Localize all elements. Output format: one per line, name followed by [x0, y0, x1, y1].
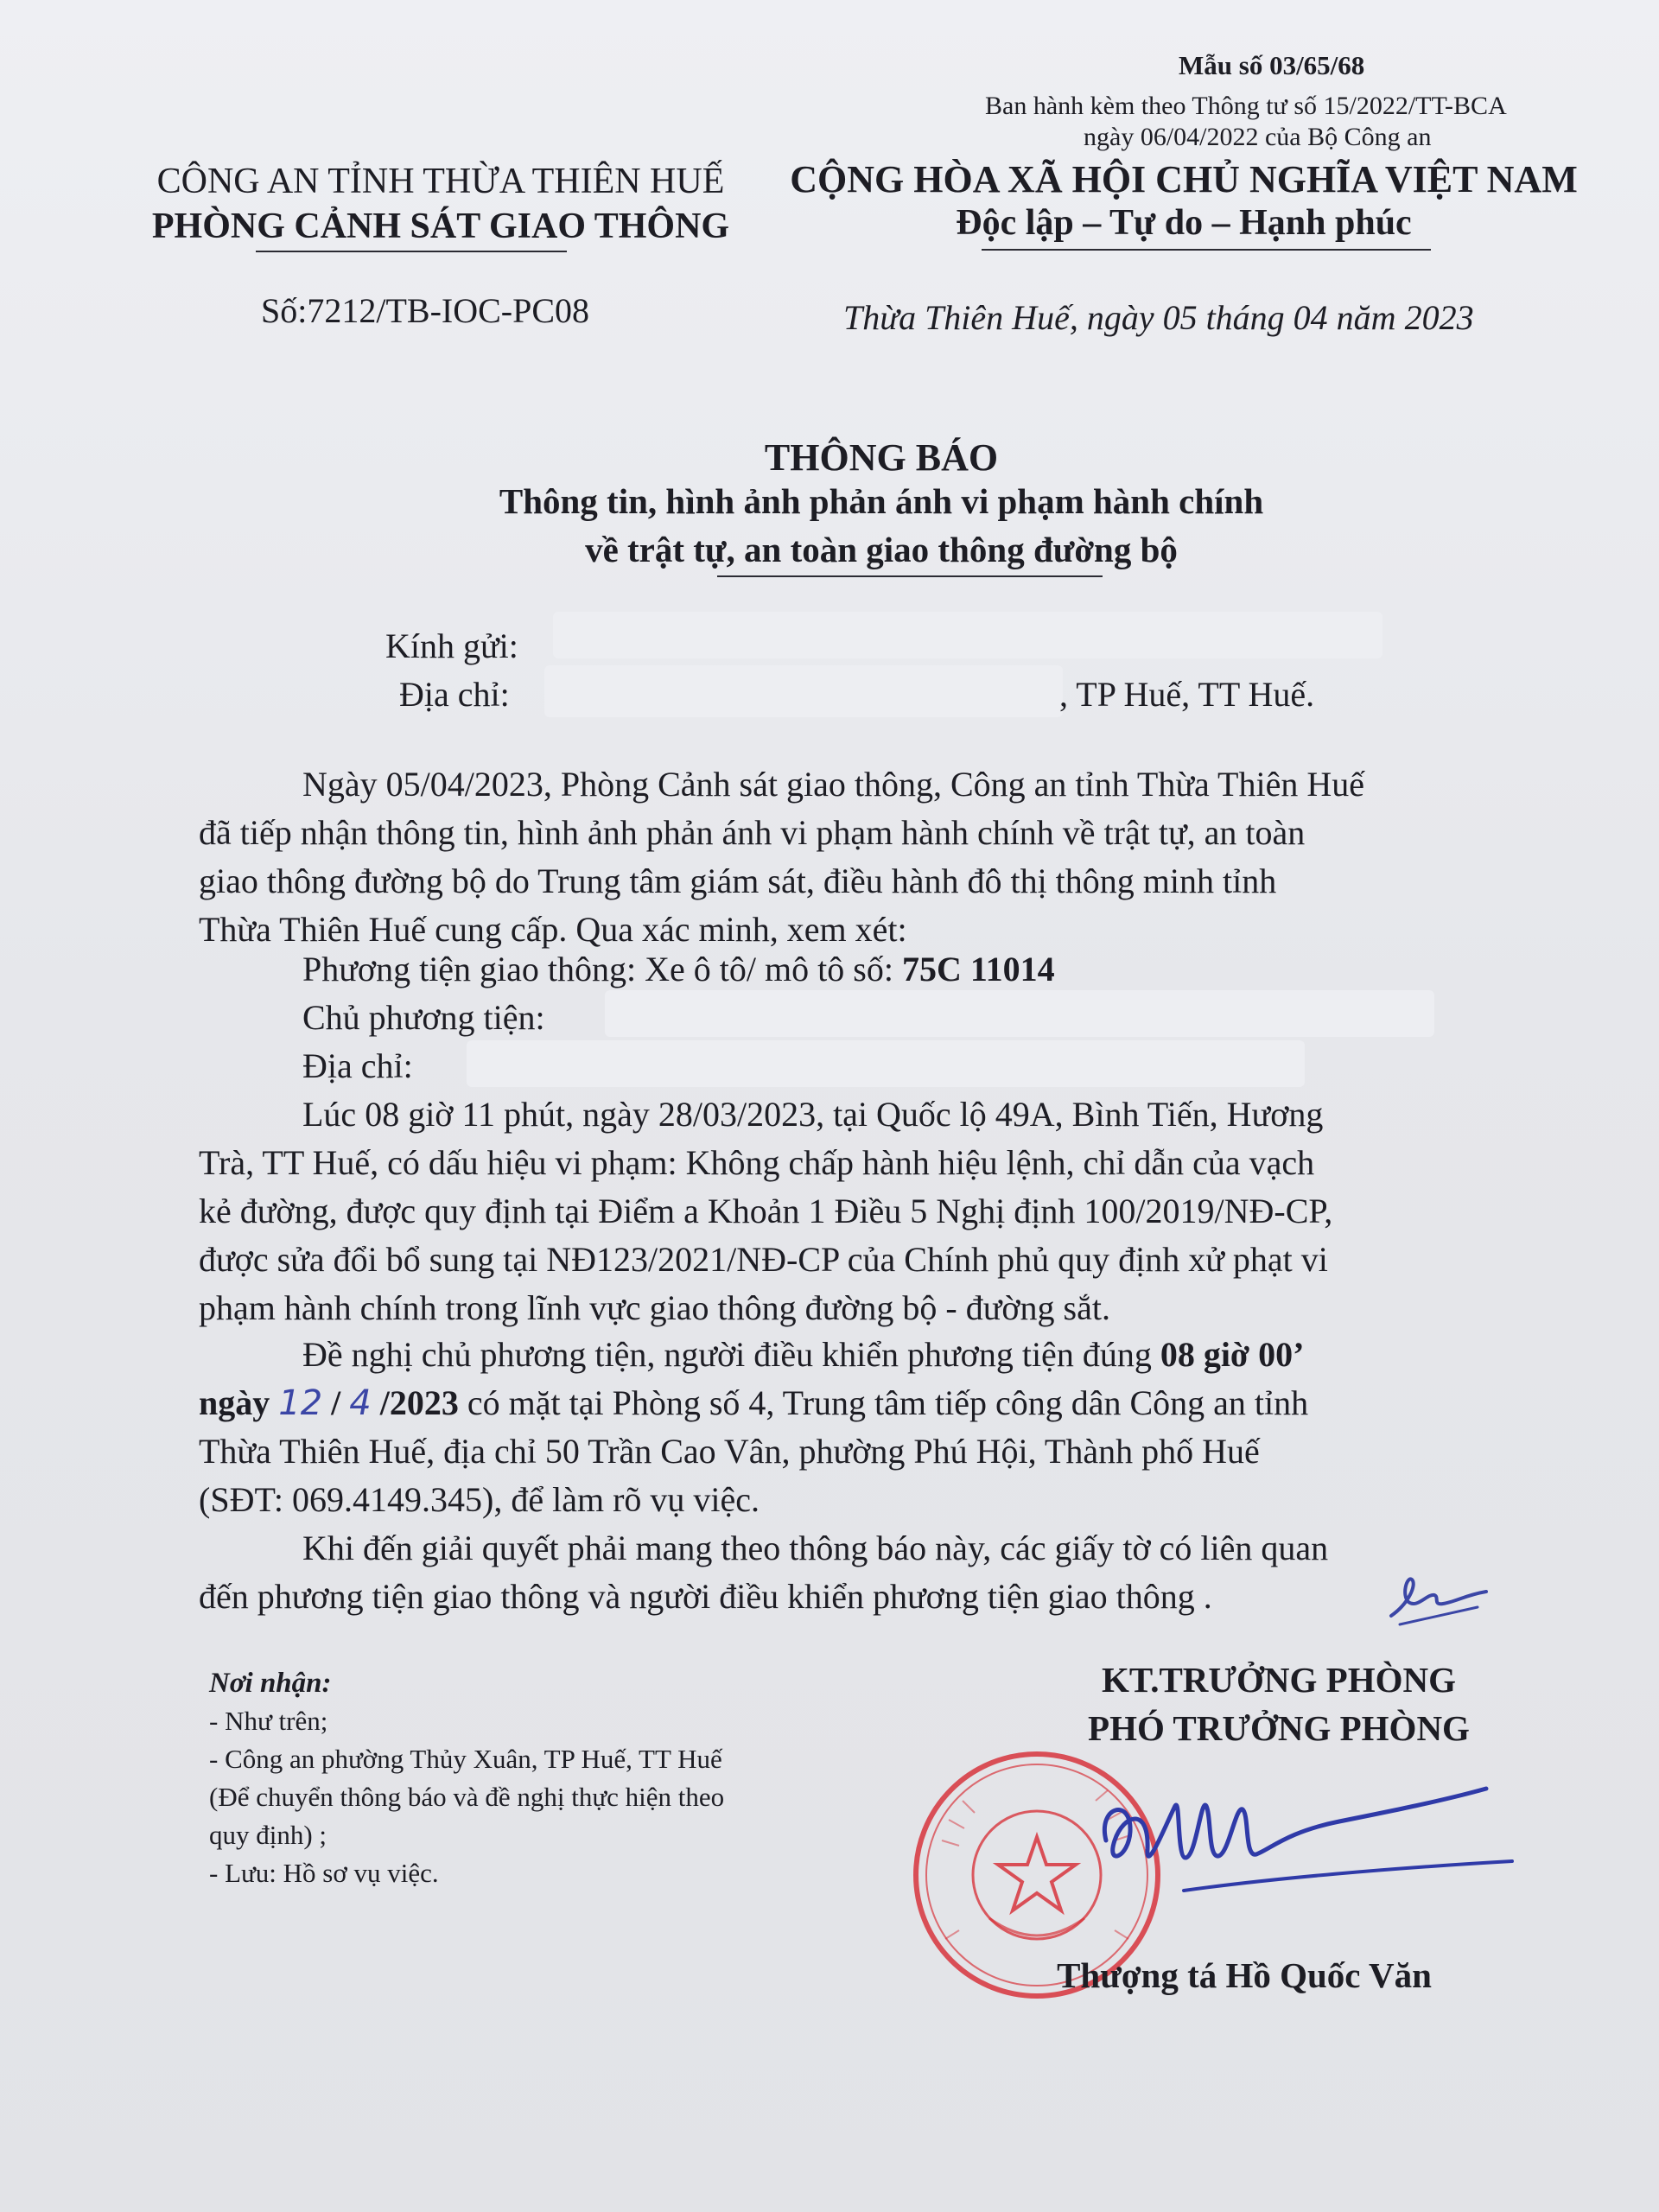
- document-subtitle-2: về trật tự, an toàn giao thông đường bộ: [585, 530, 1178, 569]
- agency-name: PHÒNG CẢNH SÁT GIAO THÔNG: [151, 207, 730, 246]
- owner-label: Chủ phương tiện:: [302, 998, 545, 1037]
- to-label: Kính gửi:: [385, 626, 518, 665]
- document-subtitle-1: Thông tin, hình ảnh phản ánh vi phạm hành chính: [499, 481, 1264, 521]
- recipients-item-3b: quy định) ;: [209, 1820, 327, 1850]
- recipients-item-3a: (Để chuyển thông báo và đề nghị thực hiện theo: [209, 1782, 725, 1812]
- redacted-address: [544, 665, 1063, 717]
- violation-line5: phạm hành chính trong lĩnh vực giao thông đường bộ - đường sắt.: [199, 1288, 1110, 1327]
- request-location: có mặt tại Phòng số 4, Trung tâm tiếp công dân Công an tỉnh: [467, 1383, 1309, 1422]
- redacted-recipient: [553, 612, 1382, 658]
- vehicle-label: Phương tiện giao thông: Xe ô tô/ mô tô số:: [302, 950, 893, 988]
- issued-with-line-1: Ban hành kèm theo Thông tư số 15/2022/TT-BCA: [985, 92, 1507, 120]
- violation-line3: kẻ đường, được quy định tại Điểm a Khoản 1 Điều 5 Nghị định 100/2019/NĐ-CP,: [199, 1192, 1333, 1230]
- nation-name: CỘNG HÒA XÃ HỘI CHỦ NGHĨA VIỆT NAM: [790, 158, 1578, 200]
- vehicle-plate: 75C 11014: [901, 950, 1055, 988]
- signature-title-2: PHÓ TRƯỞNG PHÒNG: [1088, 1708, 1470, 1748]
- signature-title-1: KT.TRƯỞNG PHÒNG: [1102, 1660, 1456, 1700]
- address-tail: , TP Huế, TT Huế.: [1059, 675, 1315, 714]
- document-number: Số:7212/TB-IOC-PC08: [261, 291, 590, 330]
- para1-line1: Ngày 05/04/2023, Phòng Cảnh sát giao thông, Công an tỉnh Thừa Thiên Huế: [302, 765, 1364, 804]
- request-line4: (SĐT: 069.4149.345), để làm rõ vụ việc.: [199, 1480, 760, 1519]
- violation-line4: được sửa đổi bổ sung tại NĐ123/2021/NĐ-CP của Chính phủ quy định xử phạt vi: [199, 1240, 1328, 1279]
- agency-underline: [256, 251, 567, 252]
- request-line1: [302, 1331, 1304, 1379]
- request-year: /2023: [379, 1383, 459, 1422]
- owner-address-label: Địa chỉ:: [302, 1046, 413, 1085]
- recipients-heading: Nơi nhận:: [209, 1668, 332, 1699]
- motto-underline: [982, 249, 1431, 251]
- nation-motto: Độc lập – Tự do – Hạnh phúc: [956, 203, 1412, 243]
- para1-line4: Thừa Thiên Huế cung cấp. Qua xác minh, xem xét:: [199, 910, 907, 949]
- violation-line1: Lúc 08 giờ 11 phút, ngày 28/03/2023, tại Quốc lộ 49A, Bình Tiến, Hương: [302, 1095, 1324, 1134]
- handwritten-day: 12: [278, 1383, 323, 1423]
- issued-with-line-2: ngày 06/04/2022 của Bộ Công an: [1084, 123, 1432, 151]
- request-time: 08 giờ 00’: [1160, 1335, 1305, 1374]
- request-day-label: ngày: [199, 1383, 270, 1422]
- para1-line2: đã tiếp nhận thông tin, hình ảnh phản ánh vi phạm hành chính về trật tự, an toàn: [199, 813, 1306, 852]
- place-date: Thừa Thiên Huế, ngày 05 tháng 04 năm 2023: [843, 298, 1474, 337]
- signer-name: Thượng tá Hồ Quốc Văn: [1057, 1955, 1432, 1995]
- vehicle-line: [302, 945, 1055, 994]
- signature-icon: [1080, 1771, 1529, 1910]
- recipients-list: [209, 1664, 866, 1892]
- redacted-owner: [605, 990, 1434, 1037]
- handwritten-month: 4: [349, 1383, 372, 1423]
- date-separator: /: [331, 1383, 341, 1422]
- request-line2: [199, 1379, 1308, 1427]
- recipients-item-2: - Công an phường Thủy Xuân, TP Huế, TT Huế: [209, 1744, 722, 1774]
- form-number: Mẫu số 03/65/68: [1179, 50, 1365, 80]
- recipients-item-1: - Như trên;: [209, 1706, 328, 1736]
- handwritten-initials-icon: [1382, 1569, 1495, 1630]
- title-underline: [717, 575, 1103, 577]
- violation-line2: Trà, TT Huế, có dấu hiệu vi phạm: Không chấp hành hiệu lệnh, chỉ dẫn của vạch: [199, 1143, 1315, 1182]
- bring-line1: Khi đến giải quyết phải mang theo thông báo này, các giấy tờ có liên quan: [302, 1529, 1329, 1567]
- bring-line2: đến phương tiện giao thông và người điều khiển phương tiện giao thông .: [199, 1577, 1212, 1616]
- address-label: Địa chỉ:: [399, 675, 510, 714]
- agency-parent: CÔNG AN TỈNH THỪA THIÊN HUẾ: [156, 162, 725, 201]
- request-line3: Thừa Thiên Huế, địa chỉ 50 Trần Cao Vân, phường Phú Hội, Thành phố Huế: [199, 1432, 1260, 1471]
- recipients-item-4: - Lưu: Hồ sơ vụ việc.: [209, 1858, 439, 1888]
- para1-line3: giao thông đường bộ do Trung tâm giám sát, điều hành đô thị thông minh tỉnh: [199, 861, 1277, 900]
- redacted-owner-address: [467, 1040, 1305, 1087]
- document-title: THÔNG BÁO: [764, 436, 999, 479]
- request-text: Đề nghị chủ phương tiện, người điều khiển phương tiện đúng: [302, 1335, 1152, 1374]
